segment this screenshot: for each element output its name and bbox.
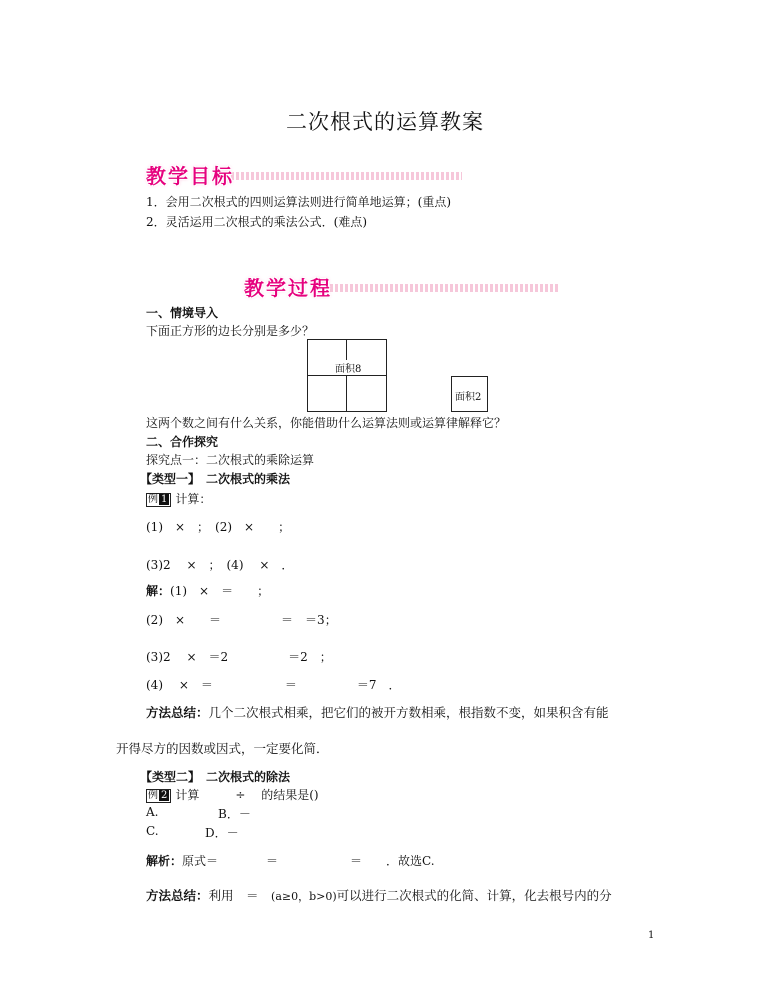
method-summary-1: 方法总结：几个二次根式相乘，把它们的被开方数相乘，根指数不变，如果积含有能 (146, 705, 609, 720)
example-1-question-2: (3)2 × ； (4) × ． (146, 558, 294, 572)
type-2-heading: 【类型二】 二次根式的除法 (140, 770, 291, 784)
goal-item-1: 1．会用二次根式的四则运算法则进行简单地运算；(重点) (146, 195, 452, 209)
type-1-heading: 【类型一】 二次根式的乘法 (140, 472, 291, 486)
section-heading-2: 二、合作探究 (146, 435, 219, 449)
method-summary-2: 方法总结：利用 ＝ (a≥0，b>0)可以进行二次根式的化简、计算，化去根号内的分 (146, 888, 612, 903)
solution-line-1: 解：(1) × ＝ ； (146, 584, 270, 598)
example-1: 例 1 计算： (148, 492, 212, 506)
page-title: 二次根式的运算教案 (286, 110, 484, 134)
method-summary-1-continued: 开得尽方的因数或因式，一定要化简． (116, 741, 329, 756)
analysis: 解析：原式＝ ＝ ＝ ．故选C. (146, 854, 435, 868)
situation-question: 下面正方形的边长分别是多少？ (146, 324, 315, 338)
solution-line-3: (3)2 × ＝2 ＝2 ； (146, 650, 332, 664)
option-c: C. (146, 824, 159, 838)
situation-followup: 这两个数之间有什么关系，你能借助什么运算法则或运算律解释它？ (146, 416, 507, 430)
solution-line-2: (2) × ＝ ＝ ＝3； (146, 613, 337, 627)
banner-label: 教学过程 (244, 276, 332, 300)
banner-label: 教学目标 (146, 164, 234, 188)
solution-line-4: (4) × ＝ ＝ ＝7 ． (146, 678, 401, 692)
option-a: A. (146, 805, 159, 819)
example-1-question-1: (1) × ； (2) × ； (146, 520, 291, 534)
section-banner-goals (146, 160, 462, 190)
big-square-area-label: 面积8 (334, 360, 362, 375)
option-d: D．－ (205, 826, 239, 840)
big-square-divider-h (307, 375, 387, 376)
example-badge: 例 2 (146, 789, 171, 803)
banner-stripe (330, 284, 558, 292)
option-b: B．－ (218, 807, 251, 821)
example-badge: 例 1 (146, 493, 171, 507)
banner-stripe (226, 172, 462, 180)
section-heading-1: 一、情境导入 (146, 306, 219, 320)
topic-1: 探究点一：二次根式的乘除运算 (146, 453, 315, 467)
section-banner-process (244, 272, 558, 302)
small-square-area-label: 面积2 (455, 392, 482, 403)
goal-item-2: 2．灵活运用二次根式的乘法公式．(难点) (146, 215, 367, 229)
example-2: 例 2 计算 ÷ 的结果是() (148, 788, 319, 802)
page-number: 1 (648, 930, 655, 941)
